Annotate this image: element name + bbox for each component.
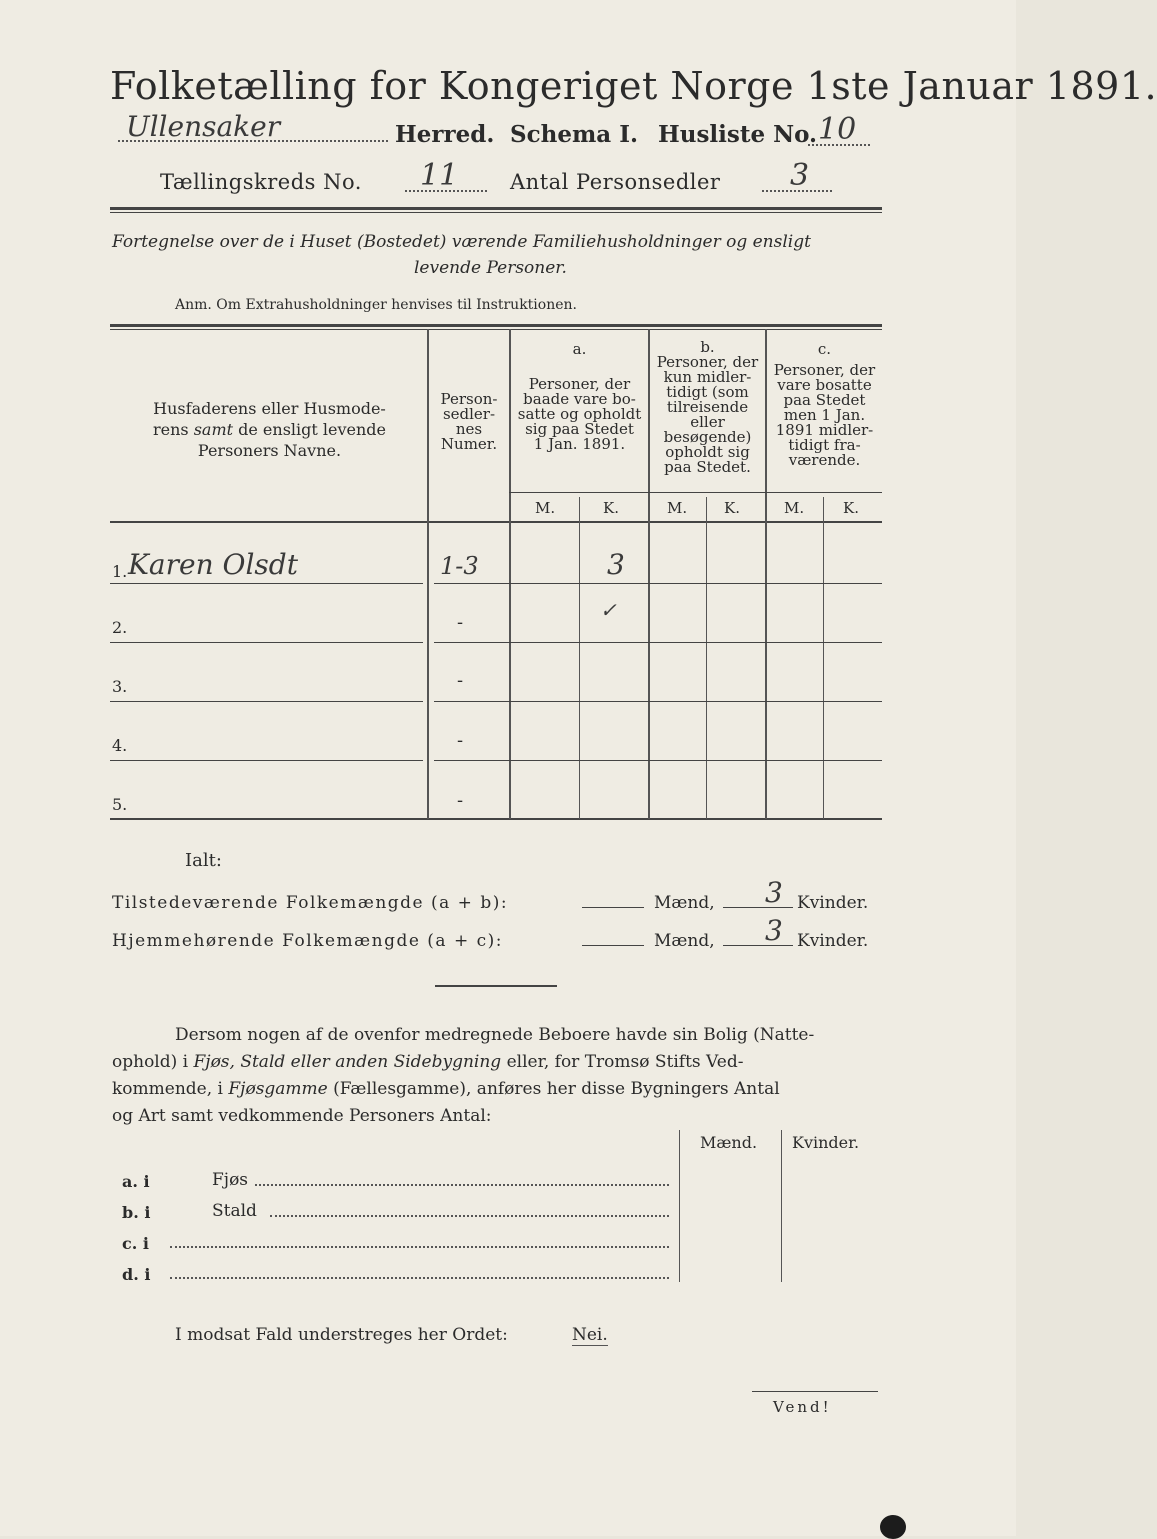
total-row1-k-value: 3 [765, 876, 783, 909]
col-name-header: Husfaderens eller Husmode- rens samt de ensligt levende Personers Navne. [152, 399, 387, 460]
form-title: Folketælling for Kongeriget Norge 1ste Januar 1891. [110, 64, 1157, 108]
building-row-letter: c. i [122, 1234, 149, 1253]
buildings-col-maend: Mænd. [700, 1133, 758, 1152]
paragraph-line3: kommende, i Fjøsgamme (Fællesgamme), anføres her disse Bygningers Antal [112, 1079, 780, 1099]
total-row2-label: Hjemmehørende Folkemængde (a + c): [112, 931, 503, 951]
herred-label: Herred. [395, 121, 495, 148]
building-row-text: Stald [212, 1201, 257, 1221]
row-number: 5. [112, 795, 128, 814]
intro-line2: levende Personer. [414, 258, 567, 278]
mk-b-k: K. [724, 499, 740, 517]
row-num: 1-3 [440, 552, 479, 580]
kreds-label: Tællingskreds No. [160, 170, 362, 194]
row-number: 3. [112, 677, 128, 696]
row-num: - [457, 790, 464, 811]
mk-b-m: M. [667, 499, 688, 517]
vend-label: Vend! [773, 1398, 832, 1416]
row-a-k: 3 [607, 548, 625, 581]
mk-a-m: M. [535, 499, 556, 517]
col-c-header: c. Personer, der vare bosatte paa Stedet men 1 Jan. 1891 midler- tidigt fra- værende. [773, 340, 876, 469]
row-num: - [457, 730, 464, 751]
col-a-header: a. Personer, der baade vare bo- satte og opholdt sig paa Stedet 1 Jan. 1891. [517, 340, 642, 453]
building-row-text: Fjøs [212, 1170, 249, 1190]
paragraph-line2: ophold) i Fjøs, Stald eller anden Sidebygning eller, for Tromsø Stifts Ved- [112, 1052, 744, 1072]
modsat-label: I modsat Fald understreges her Ordet: [175, 1325, 508, 1345]
total-row1-maend: Mænd, [654, 893, 715, 913]
paragraph-line1: Dersom nogen af de ovenfor medregnede Beboere havde sin Bolig (Natte- [175, 1025, 815, 1045]
mk-c-k: K. [843, 499, 859, 517]
herred-value: Ullensaker [126, 110, 281, 143]
row-name: Karen Olsdt [128, 548, 298, 581]
row-num: - [457, 670, 464, 691]
kreds-value: 11 [420, 158, 459, 193]
col-b-header: b. Personer, der kun midler- tidigt (som tilreisende eller besøgende) opholdt sig paa Stedet. [656, 338, 759, 476]
paragraph-line4: og Art samt vedkommende Personers Antal: [112, 1106, 492, 1126]
building-row-letter: d. i [122, 1265, 151, 1284]
total-row2-maend: Mænd, [654, 931, 715, 951]
total-row1-label: Tilstedeværende Folkemængde (a + b): [112, 893, 509, 913]
intro-line1: Fortegnelse over de i Huset (Bostedet) værende Familiehusholdninger og ensligt [112, 232, 811, 252]
mk-a-k: K. [603, 499, 619, 517]
ialt-label: Ialt: [185, 850, 222, 871]
schema-label: Schema I. [510, 121, 638, 148]
total-row1-kvinder: Kvinder. [797, 893, 869, 913]
antal-value: 3 [790, 158, 810, 193]
total-row2-kvinder: Kvinder. [797, 931, 869, 951]
row-num: - [457, 612, 464, 633]
ink-blot [880, 1515, 906, 1539]
row-number: 4. [112, 736, 128, 755]
antal-label: Antal Personsedler [510, 170, 721, 194]
nei-word: Nei. [572, 1325, 608, 1345]
husliste-value: 10 [818, 112, 857, 147]
building-row-letter: b. i [122, 1203, 151, 1222]
total-row2-k-value: 3 [765, 914, 783, 947]
buildings-col-kvinder: Kvinder. [792, 1133, 860, 1152]
col-num-header: Person- sedler- nes Numer. [440, 390, 498, 453]
husliste-label: Husliste No. [658, 121, 818, 148]
row-number: 1. [112, 562, 128, 581]
row-a-k: ✓ [600, 598, 617, 622]
building-row-letter: a. i [122, 1172, 150, 1191]
mk-c-m: M. [784, 499, 805, 517]
row-number: 2. [112, 618, 128, 637]
anm-note: Anm. Om Extrahusholdninger henvises til Instruktionen. [175, 297, 577, 313]
